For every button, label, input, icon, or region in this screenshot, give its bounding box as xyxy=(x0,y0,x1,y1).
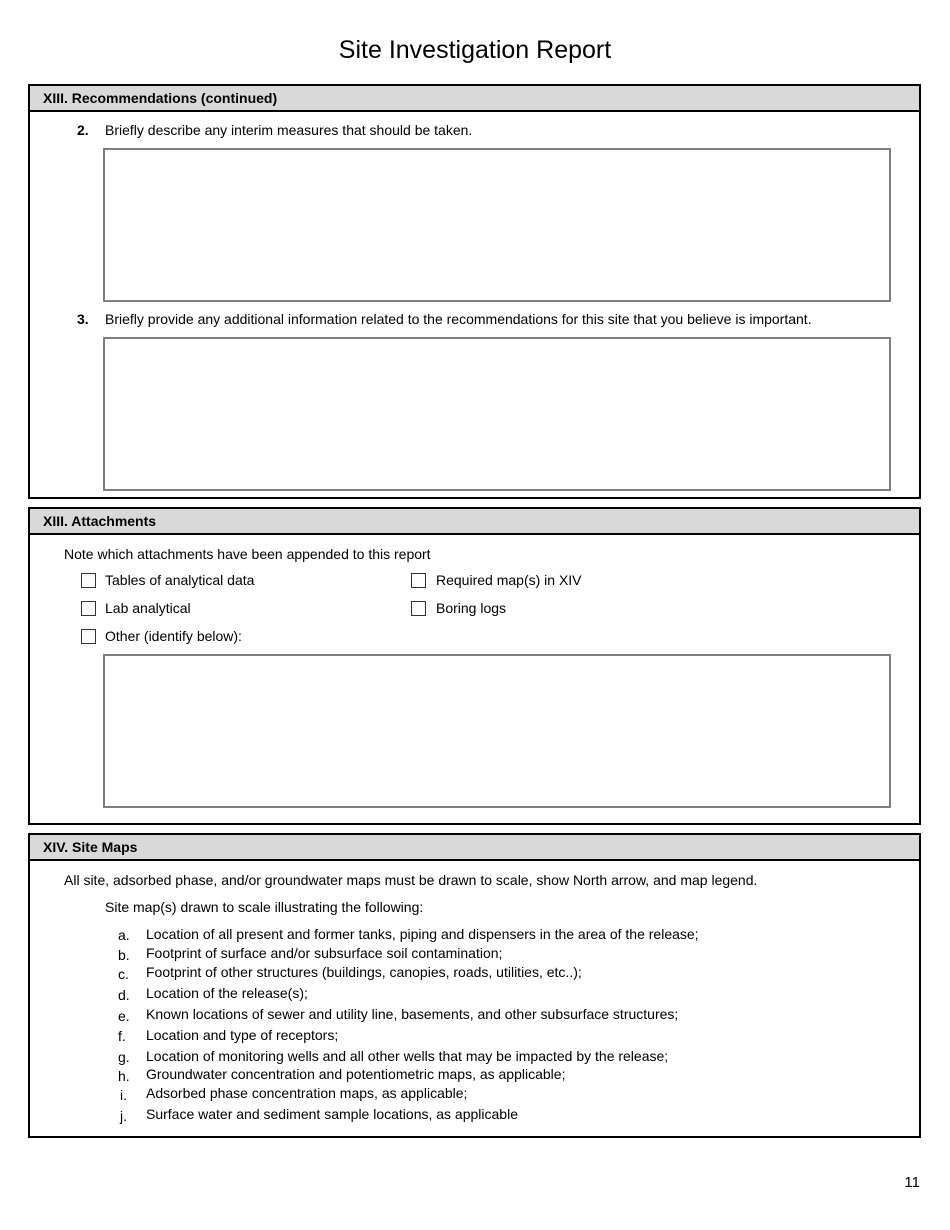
list-item: Location and type of receptors; xyxy=(146,1027,339,1043)
label-tables-analytical-data: Tables of analytical data xyxy=(105,572,255,588)
checkbox-other[interactable] xyxy=(81,629,96,644)
checkbox-boring-logs[interactable] xyxy=(411,601,426,616)
recommendations-header: XIII. Recommendations (continued) xyxy=(30,86,919,112)
list-item-letter: e. xyxy=(118,1008,130,1024)
label-boring-logs: Boring logs xyxy=(436,600,507,616)
site-maps-intro: All site, adsorbed phase, and/or groundwater maps must be drawn to scale, show North arrow, and map legend. xyxy=(64,872,758,888)
list-item: Footprint of other structures (buildings, canopies, roads, utilities, etc..); xyxy=(146,964,582,980)
list-item: Location of all present and former tanks, piping and dispensers in the area of the release; xyxy=(146,926,699,942)
item-2-number: 2. xyxy=(77,122,89,138)
list-item-letter: b. xyxy=(118,947,130,963)
list-item: Location of the release(s); xyxy=(146,985,308,1001)
interim-measures-textbox[interactable] xyxy=(103,148,891,302)
list-item: Adsorbed phase concentration maps, as applicable; xyxy=(146,1085,468,1101)
recommendations-section xyxy=(28,84,921,499)
label-required-maps: Required map(s) in XIV xyxy=(436,572,582,588)
list-item: Known locations of sewer and utility line, basements, and other subsurface structures; xyxy=(146,1006,679,1022)
site-maps-section xyxy=(28,833,921,1138)
list-item-letter: f. xyxy=(118,1028,126,1044)
item-2-text: Briefly describe any interim measures that should be taken. xyxy=(105,122,473,138)
list-item: Surface water and sediment sample locations, as applicable xyxy=(146,1106,518,1122)
attachments-section xyxy=(28,507,921,825)
label-other: Other (identify below): xyxy=(105,628,242,644)
checkbox-tables-analytical-data[interactable] xyxy=(81,573,96,588)
checkbox-lab-analytical[interactable] xyxy=(81,601,96,616)
list-item-letter: i. xyxy=(120,1087,127,1103)
checkbox-required-maps[interactable] xyxy=(411,573,426,588)
label-lab-analytical: Lab analytical xyxy=(105,600,191,616)
other-attachments-textbox[interactable] xyxy=(103,654,891,808)
site-maps-subintro: Site map(s) drawn to scale illustrating the following: xyxy=(105,899,424,915)
site-maps-header: XIV. Site Maps xyxy=(30,835,919,861)
list-item: Footprint of surface and/or subsurface soil contamination; xyxy=(146,945,503,961)
list-item-letter: a. xyxy=(118,927,130,943)
page-title: Site Investigation Report xyxy=(338,36,612,64)
list-item: Groundwater concentration and potentiometric maps, as applicable; xyxy=(146,1066,566,1082)
list-item-letter: g. xyxy=(118,1049,130,1065)
list-item: Location of monitoring wells and all other wells that may be impacted by the release; xyxy=(146,1048,669,1064)
attachments-header: XIII. Attachments xyxy=(30,509,919,535)
page-number: 11 xyxy=(904,1174,920,1191)
list-item-letter: j. xyxy=(120,1108,127,1124)
attachments-note: Note which attachments have been appended to this report xyxy=(64,546,431,562)
list-item-letter: d. xyxy=(118,987,130,1003)
list-item-letter: c. xyxy=(118,966,129,982)
item-3-text: Briefly provide any additional information related to the recommendations for this site that you believe is important. xyxy=(105,311,812,327)
list-item-letter: h. xyxy=(118,1068,130,1084)
item-3-number: 3. xyxy=(77,311,89,327)
additional-info-textbox[interactable] xyxy=(103,337,891,491)
